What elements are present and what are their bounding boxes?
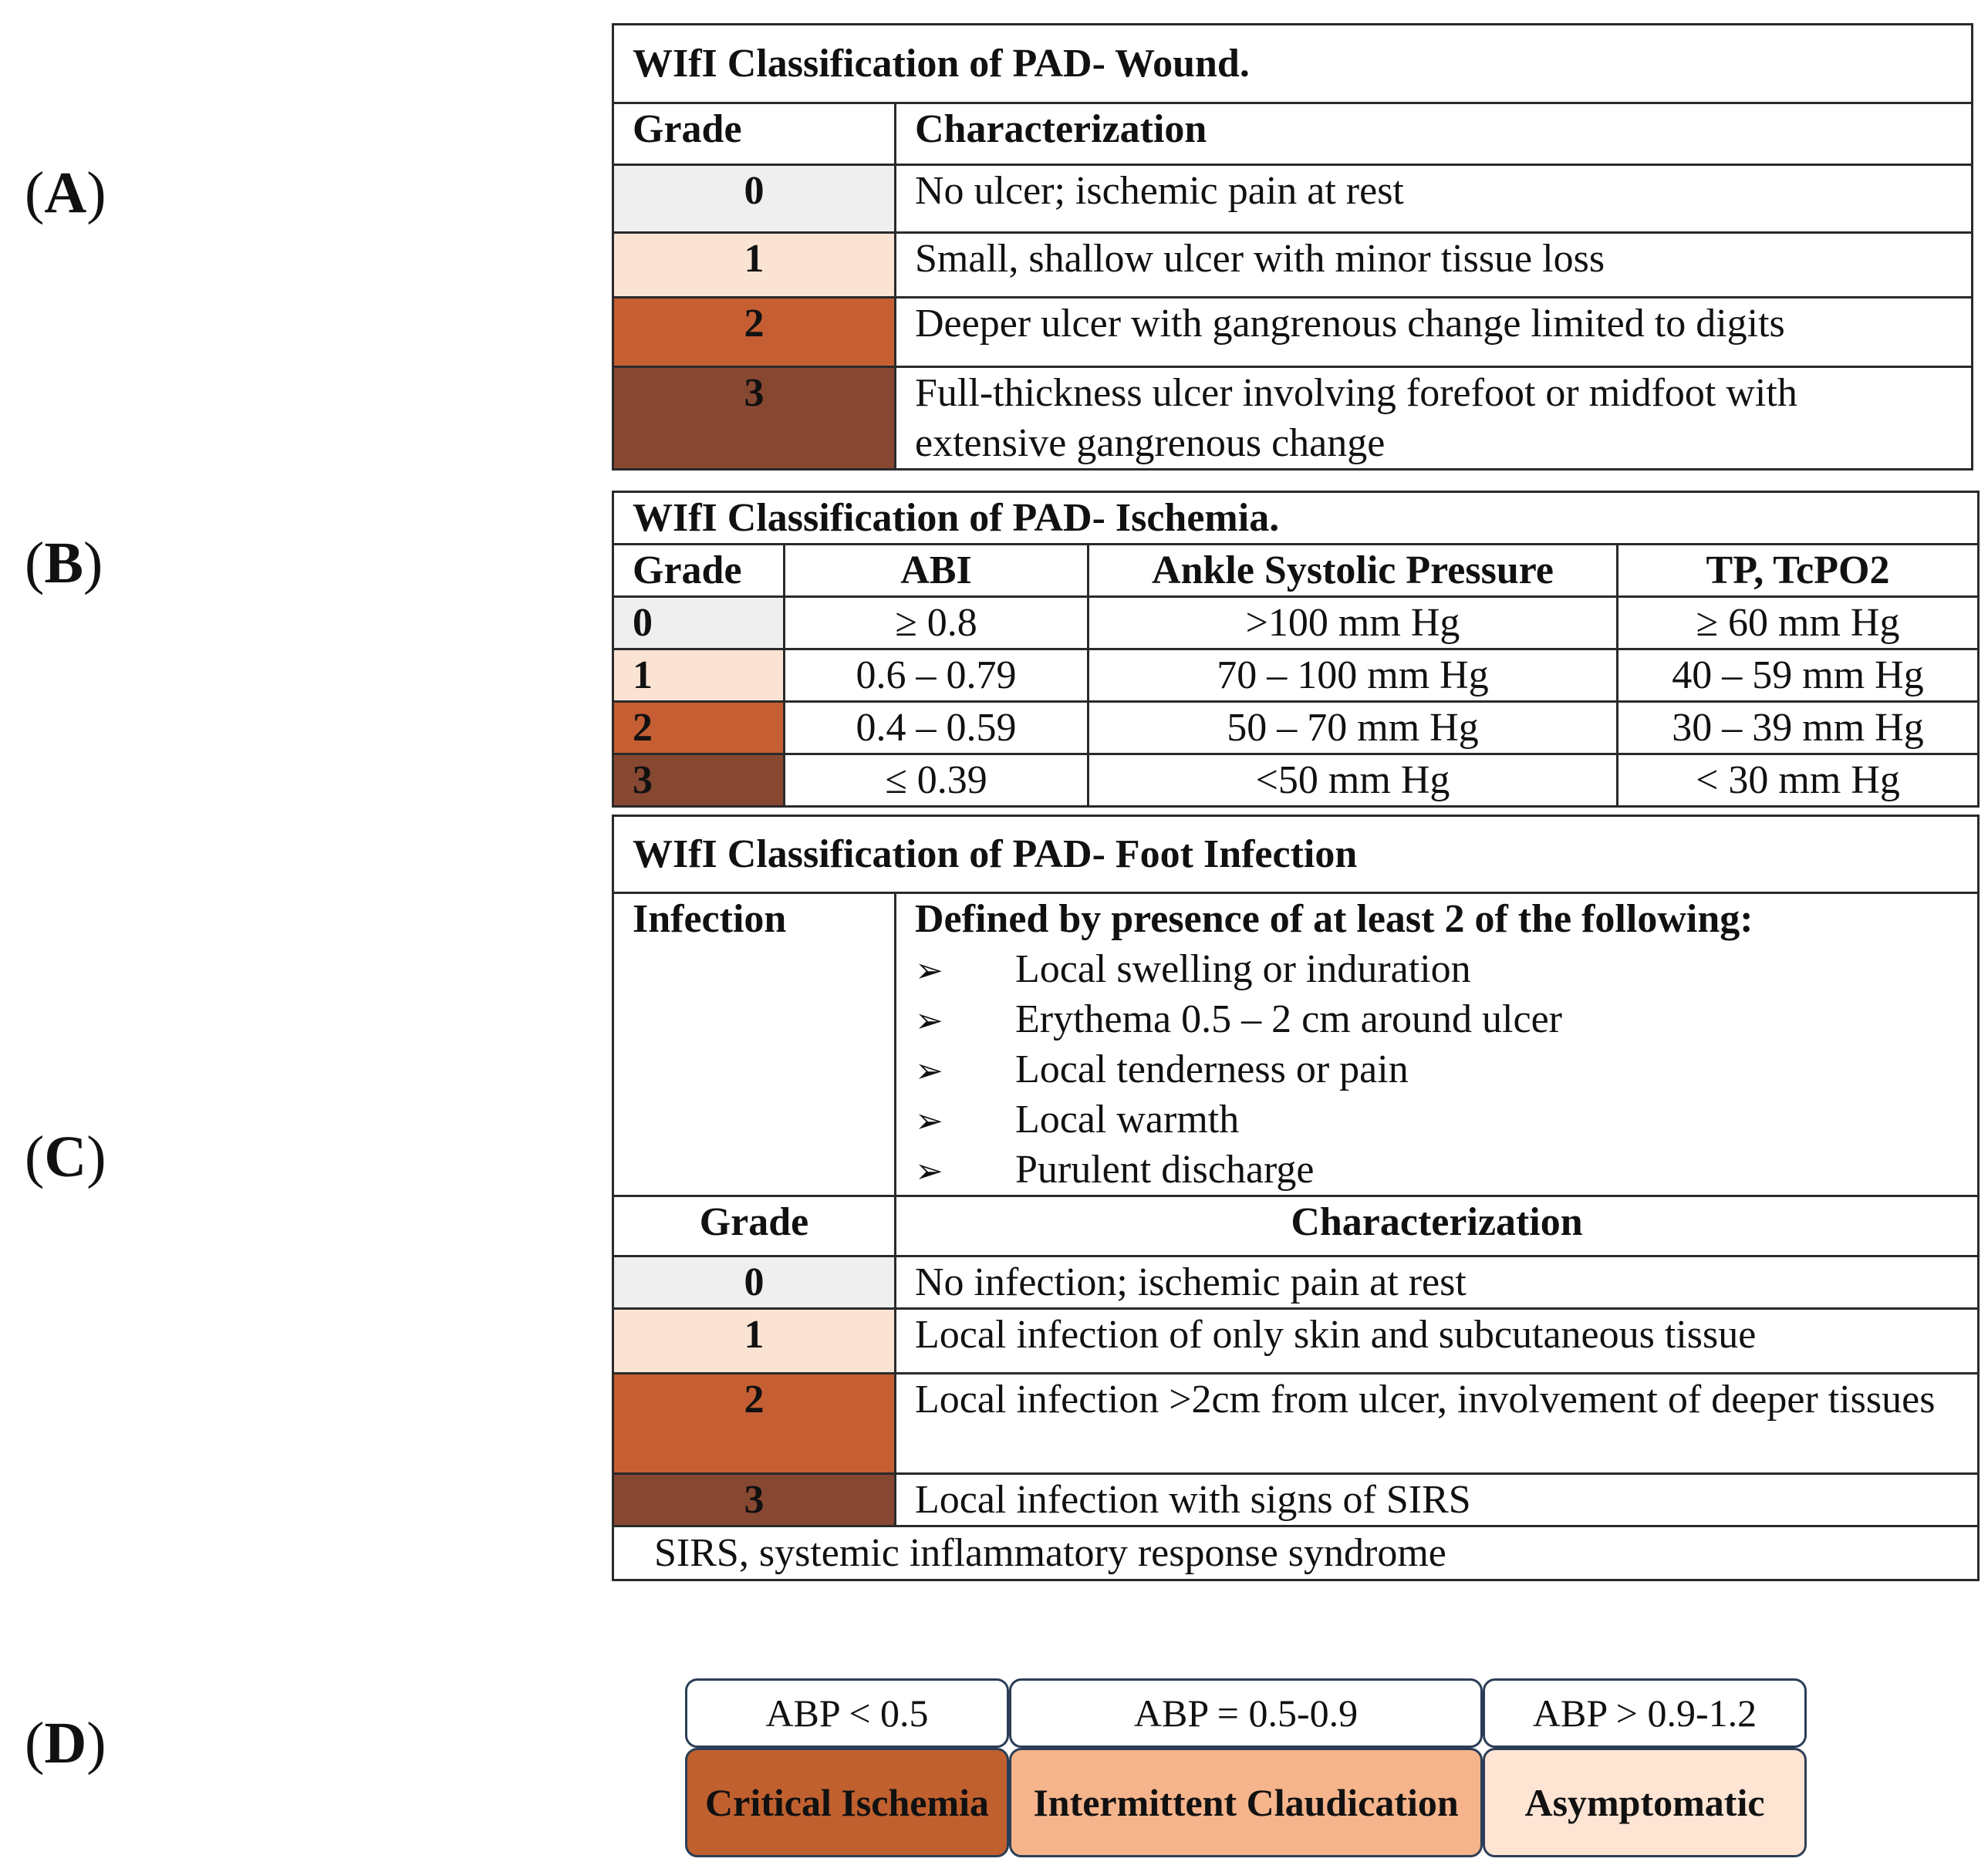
table-row — [613, 1374, 1979, 1474]
infection-table — [612, 815, 1980, 1581]
list-item: ➢ Local swelling or induration — [915, 947, 1471, 991]
infection-title: WIfI Classification of PAD- Foot Infection — [613, 816, 1979, 893]
char-cell: Full-thickness ulcer involving forefoot or midfoot with extensive gangrenous change — [896, 367, 1973, 470]
tp-cell: < 30 mm Hg — [1618, 754, 1979, 807]
asp-cell: >100 mm Hg — [1089, 597, 1618, 649]
arrow-bullet-icon: ➢ — [915, 1152, 943, 1191]
grade-cell: 2 — [613, 1374, 896, 1474]
abp-category-asymptomatic: Asymptomatic — [1483, 1748, 1807, 1857]
table-row — [613, 298, 1973, 367]
table-row — [613, 702, 1979, 754]
tp-cell: 30 – 39 mm Hg — [1618, 702, 1979, 754]
ischemia-table — [612, 491, 1980, 808]
char-cell: Small, shallow ulcer with minor tissue loss — [896, 233, 1973, 298]
list-item: ➢ Erythema 0.5 – 2 cm around ulcer — [915, 997, 1562, 1041]
char-cell: Deeper ulcer with gangrenous change limited to digits — [896, 298, 1973, 367]
ischemia-title: WIfI Classification of PAD- Ischemia. — [613, 492, 1979, 545]
grade-cell: 0 — [613, 1256, 896, 1309]
asp-cell: <50 mm Hg — [1089, 754, 1618, 807]
char-cell: No infection; ischemic pain at rest — [896, 1256, 1979, 1309]
panel-label-d: (D) — [25, 1711, 106, 1776]
ischemia-header-asp: Ankle Systolic Pressure — [1089, 545, 1618, 597]
grade-cell: 2 — [613, 702, 785, 754]
tp-cell: ≥ 60 mm Hg — [1618, 597, 1979, 649]
defined-by-text: Defined by presence of at least 2 of the following: — [915, 897, 1753, 941]
panel-label-c: (C) — [25, 1125, 106, 1189]
arrow-bullet-icon: ➢ — [915, 951, 943, 990]
panel-label-a: (A) — [25, 160, 106, 225]
wound-char-header: Characterization — [896, 103, 1973, 165]
asp-cell: 70 – 100 mm Hg — [1089, 649, 1618, 702]
grade-cell: 3 — [613, 754, 785, 807]
abp-category-critical-ischemia: Critical Ischemia — [685, 1748, 1009, 1857]
table-row — [613, 367, 1973, 470]
criteria-list — [915, 944, 1959, 1195]
abi-cell: ≥ 0.8 — [785, 597, 1089, 649]
char-cell: Local infection of only skin and subcutaneous tissue — [896, 1309, 1979, 1374]
abi-cell: 0.4 – 0.59 — [785, 702, 1089, 754]
table-row — [613, 754, 1979, 807]
grade-cell: 3 — [613, 1474, 896, 1526]
table-row — [613, 597, 1979, 649]
arrow-bullet-icon: ➢ — [915, 1101, 943, 1141]
list-item: ➢ Local tenderness or pain — [915, 1047, 1409, 1091]
table-row — [613, 233, 1973, 298]
ischemia-header-tp: TP, TcPO2 — [1618, 545, 1979, 597]
grade-cell: 0 — [613, 597, 785, 649]
panel-label-b: (B) — [25, 531, 103, 595]
table-row — [613, 165, 1973, 233]
char-cell: No ulcer; ischemic pain at rest — [896, 165, 1973, 233]
grade-cell: 0 — [613, 165, 896, 233]
grade-cell: 1 — [613, 649, 785, 702]
wound-grade-header: Grade — [613, 103, 896, 165]
arrow-bullet-icon: ➢ — [915, 1001, 943, 1041]
grade-cell: 3 — [613, 367, 896, 470]
grade-cell: 1 — [613, 233, 896, 298]
abp-threshold-critical: ABP < 0.5 — [685, 1678, 1009, 1748]
char-cell: Local infection >2cm from ulcer, involvement of deeper tissues — [896, 1374, 1979, 1474]
list-item: ➢ Local warmth — [915, 1098, 1240, 1142]
tp-cell: 40 – 59 mm Hg — [1618, 649, 1979, 702]
grade-cell: 1 — [613, 1309, 896, 1374]
infection-criteria-cell — [896, 893, 1979, 1196]
table-row — [613, 649, 1979, 702]
abp-threshold-claudication: ABP = 0.5-0.9 — [1009, 1678, 1483, 1748]
ischemia-header-grade: Grade — [613, 545, 785, 597]
wound-table — [612, 23, 1973, 471]
abp-category-intermittent-claudication: Intermittent Claudication — [1009, 1748, 1483, 1857]
table-row — [613, 1256, 1979, 1309]
grade-cell: 2 — [613, 298, 896, 367]
arrow-bullet-icon: ➢ — [915, 1051, 943, 1091]
wound-title: WIfI Classification of PAD- Wound. — [613, 25, 1973, 103]
infection-footnote: SIRS, systemic inflammatory response syndrome — [613, 1526, 1979, 1580]
abi-cell: 0.6 – 0.79 — [785, 649, 1089, 702]
abp-threshold-asymptomatic: ABP > 0.9-1.2 — [1483, 1678, 1807, 1748]
list-item: ➢ Purulent discharge — [915, 1148, 1315, 1192]
ischemia-header-abi: ABI — [785, 545, 1089, 597]
table-row — [613, 1474, 1979, 1526]
char-cell: Local infection with signs of SIRS — [896, 1474, 1979, 1526]
asp-cell: 50 – 70 mm Hg — [1089, 702, 1618, 754]
abi-cell: ≤ 0.39 — [785, 754, 1089, 807]
infection-label: Infection — [613, 893, 896, 1196]
infection-grade-header: Grade — [613, 1196, 896, 1256]
infection-char-header: Characterization — [896, 1196, 1979, 1256]
table-row — [613, 1309, 1979, 1374]
